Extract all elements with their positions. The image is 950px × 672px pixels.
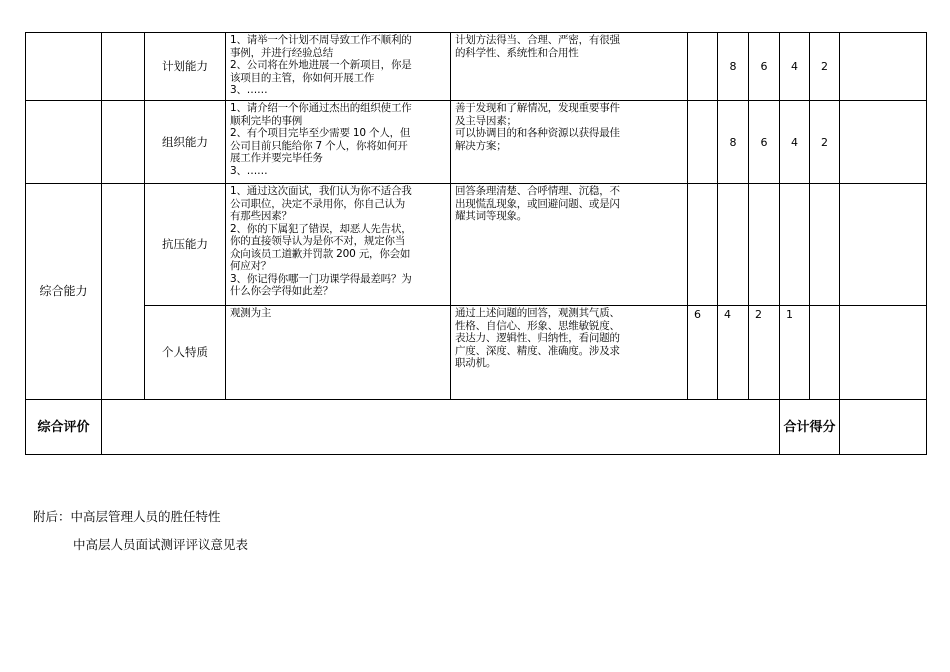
question-line: 有那些因素？ (230, 210, 292, 222)
blank-cell (102, 184, 145, 400)
criteria-line: 解决方案； (455, 139, 507, 152)
score-cell: 1 (780, 306, 810, 400)
blank-cell (688, 33, 718, 101)
table-row-personal (26, 306, 927, 400)
subcategory-organizing: 组织能力 (145, 101, 226, 184)
blank-cell (810, 184, 840, 306)
blank-cell (840, 101, 927, 184)
question-line: 1、通过这次面试，我们认为你不适合我 (230, 185, 412, 197)
question-cell-stress (226, 184, 451, 306)
subcategory-stress: 抗压能力 (145, 184, 226, 306)
table-row-organizing (26, 101, 927, 184)
question-line: 1、请举一个计划不周导致工作不顺利的 (230, 34, 412, 46)
question-line: 什么你会学得如此差？ (230, 285, 333, 297)
score-cell: 2 (810, 33, 840, 101)
table-row-planning (26, 33, 927, 101)
criteria-line: 及主导因素； (455, 114, 517, 127)
criteria-line: 出现慌乱现象，或回避问题、或是闪 (455, 197, 620, 210)
score-cell: 2 (749, 306, 780, 400)
question-line: 众向该员工道歉并罚款 200 元，你会如 (230, 247, 411, 260)
criteria-cell-organizing (451, 101, 688, 184)
table-row-summary (26, 400, 927, 455)
score-cell: 6 (688, 306, 718, 400)
category-comprehensive-ability: 综合能力 (26, 184, 102, 400)
question-cell-organizing (226, 101, 451, 184)
question-line: 3、…… (230, 84, 268, 96)
blank-cell (102, 101, 145, 184)
question-line: 该项目的主管，你如何开展工作 (230, 71, 375, 84)
criteria-cell-stress (451, 184, 688, 306)
subcategory-planning: 计划能力 (145, 33, 226, 101)
question-line: 顺利完毕的事例 (230, 114, 303, 127)
criteria-line: 广度、深度、精度、准确度。涉及求 (455, 344, 620, 357)
blank-cell (688, 184, 718, 306)
total-score-label: 合计得分 (780, 400, 840, 455)
blank-cell (718, 184, 749, 306)
blank-cell (840, 306, 927, 400)
criteria-line: 性格、自信心、形象、思维敏锐度、 (455, 319, 620, 332)
score-cell: 8 (718, 33, 749, 101)
score-cell: 4 (780, 33, 810, 101)
question-line: 1、请介绍一个你通过杰出的组织使工作 (230, 102, 412, 114)
table-row-stress (26, 184, 927, 306)
criteria-line: 耀其词等现象。 (455, 210, 528, 222)
criteria-line: 可以协调目的和各种资源以获得最佳 (455, 127, 620, 139)
question-line: 2、公司将在外地进展一个新项目，你是 (230, 59, 412, 71)
score-cell: 2 (810, 101, 840, 184)
question-line: 3、…… (230, 164, 268, 177)
score-cell: 8 (718, 101, 749, 184)
question-cell-planning (226, 33, 451, 101)
category-cell-empty (26, 101, 102, 184)
question-line: 观测为主 (230, 307, 272, 319)
criteria-line: 表达力、逻辑性、归纳性，看问题的 (455, 332, 620, 344)
question-line: 公司职位，决定不录用你，你自己认为 (230, 197, 406, 210)
category-cell-empty (26, 33, 102, 101)
criteria-cell-personal (451, 306, 688, 400)
blank-cell (688, 101, 718, 184)
total-score-field[interactable] (840, 400, 927, 455)
criteria-line: 善于发现和了解情况，发现重要事件 (455, 102, 620, 114)
question-line: 展工作并要完毕任务 (230, 152, 323, 164)
blank-cell (780, 184, 810, 306)
blank-cell (840, 33, 927, 101)
criteria-line: 职动机。 (455, 357, 497, 369)
question-line: 事例，并进行经验总结 (230, 46, 333, 59)
score-cell: 4 (780, 101, 810, 184)
score-cell: 6 (749, 33, 780, 101)
blank-cell (749, 184, 780, 306)
criteria-cell-planning (451, 33, 688, 101)
blank-cell (102, 33, 145, 101)
criteria-line: 计划方法得当、合理、严密，有很强 (455, 34, 620, 46)
question-line: 你的直接领导认为是你不对，规定你当 (230, 235, 406, 247)
score-cell: 4 (718, 306, 749, 400)
criteria-line: 回答条理清楚、合呼情理、沉稳，不 (455, 185, 620, 197)
criteria-line: 的科学性、系统性和合用性 (455, 46, 579, 59)
overall-evaluation-field[interactable] (102, 400, 780, 455)
blank-cell (840, 184, 927, 306)
question-line: 何应对？ (230, 260, 272, 272)
question-line: 2、有个项目完毕至少需要 10 个人，但 (230, 127, 411, 139)
score-cell: 6 (749, 101, 780, 184)
question-line: 3、你记得你哪一门功课学得最差吗？为 (230, 272, 412, 285)
footer-line-2: 中高层人员面试测评评议意见表 (73, 537, 249, 552)
question-line: 2、你的下属犯了错误，却恶人先告状， (230, 222, 412, 235)
subcategory-personal: 个人特质 (145, 306, 226, 400)
interview-evaluation-table (25, 32, 927, 455)
footer-line-1: 附后：中高层管理人员的胜任特性 (33, 509, 221, 524)
criteria-line: 通过上述问题的回答，观测其气质、 (455, 307, 620, 319)
overall-evaluation-label: 综合评价 (26, 400, 102, 455)
question-cell-personal (226, 306, 451, 400)
blank-cell (810, 306, 840, 400)
question-line: 公司目前只能给你 7 个人，你将如何开 (230, 139, 408, 152)
